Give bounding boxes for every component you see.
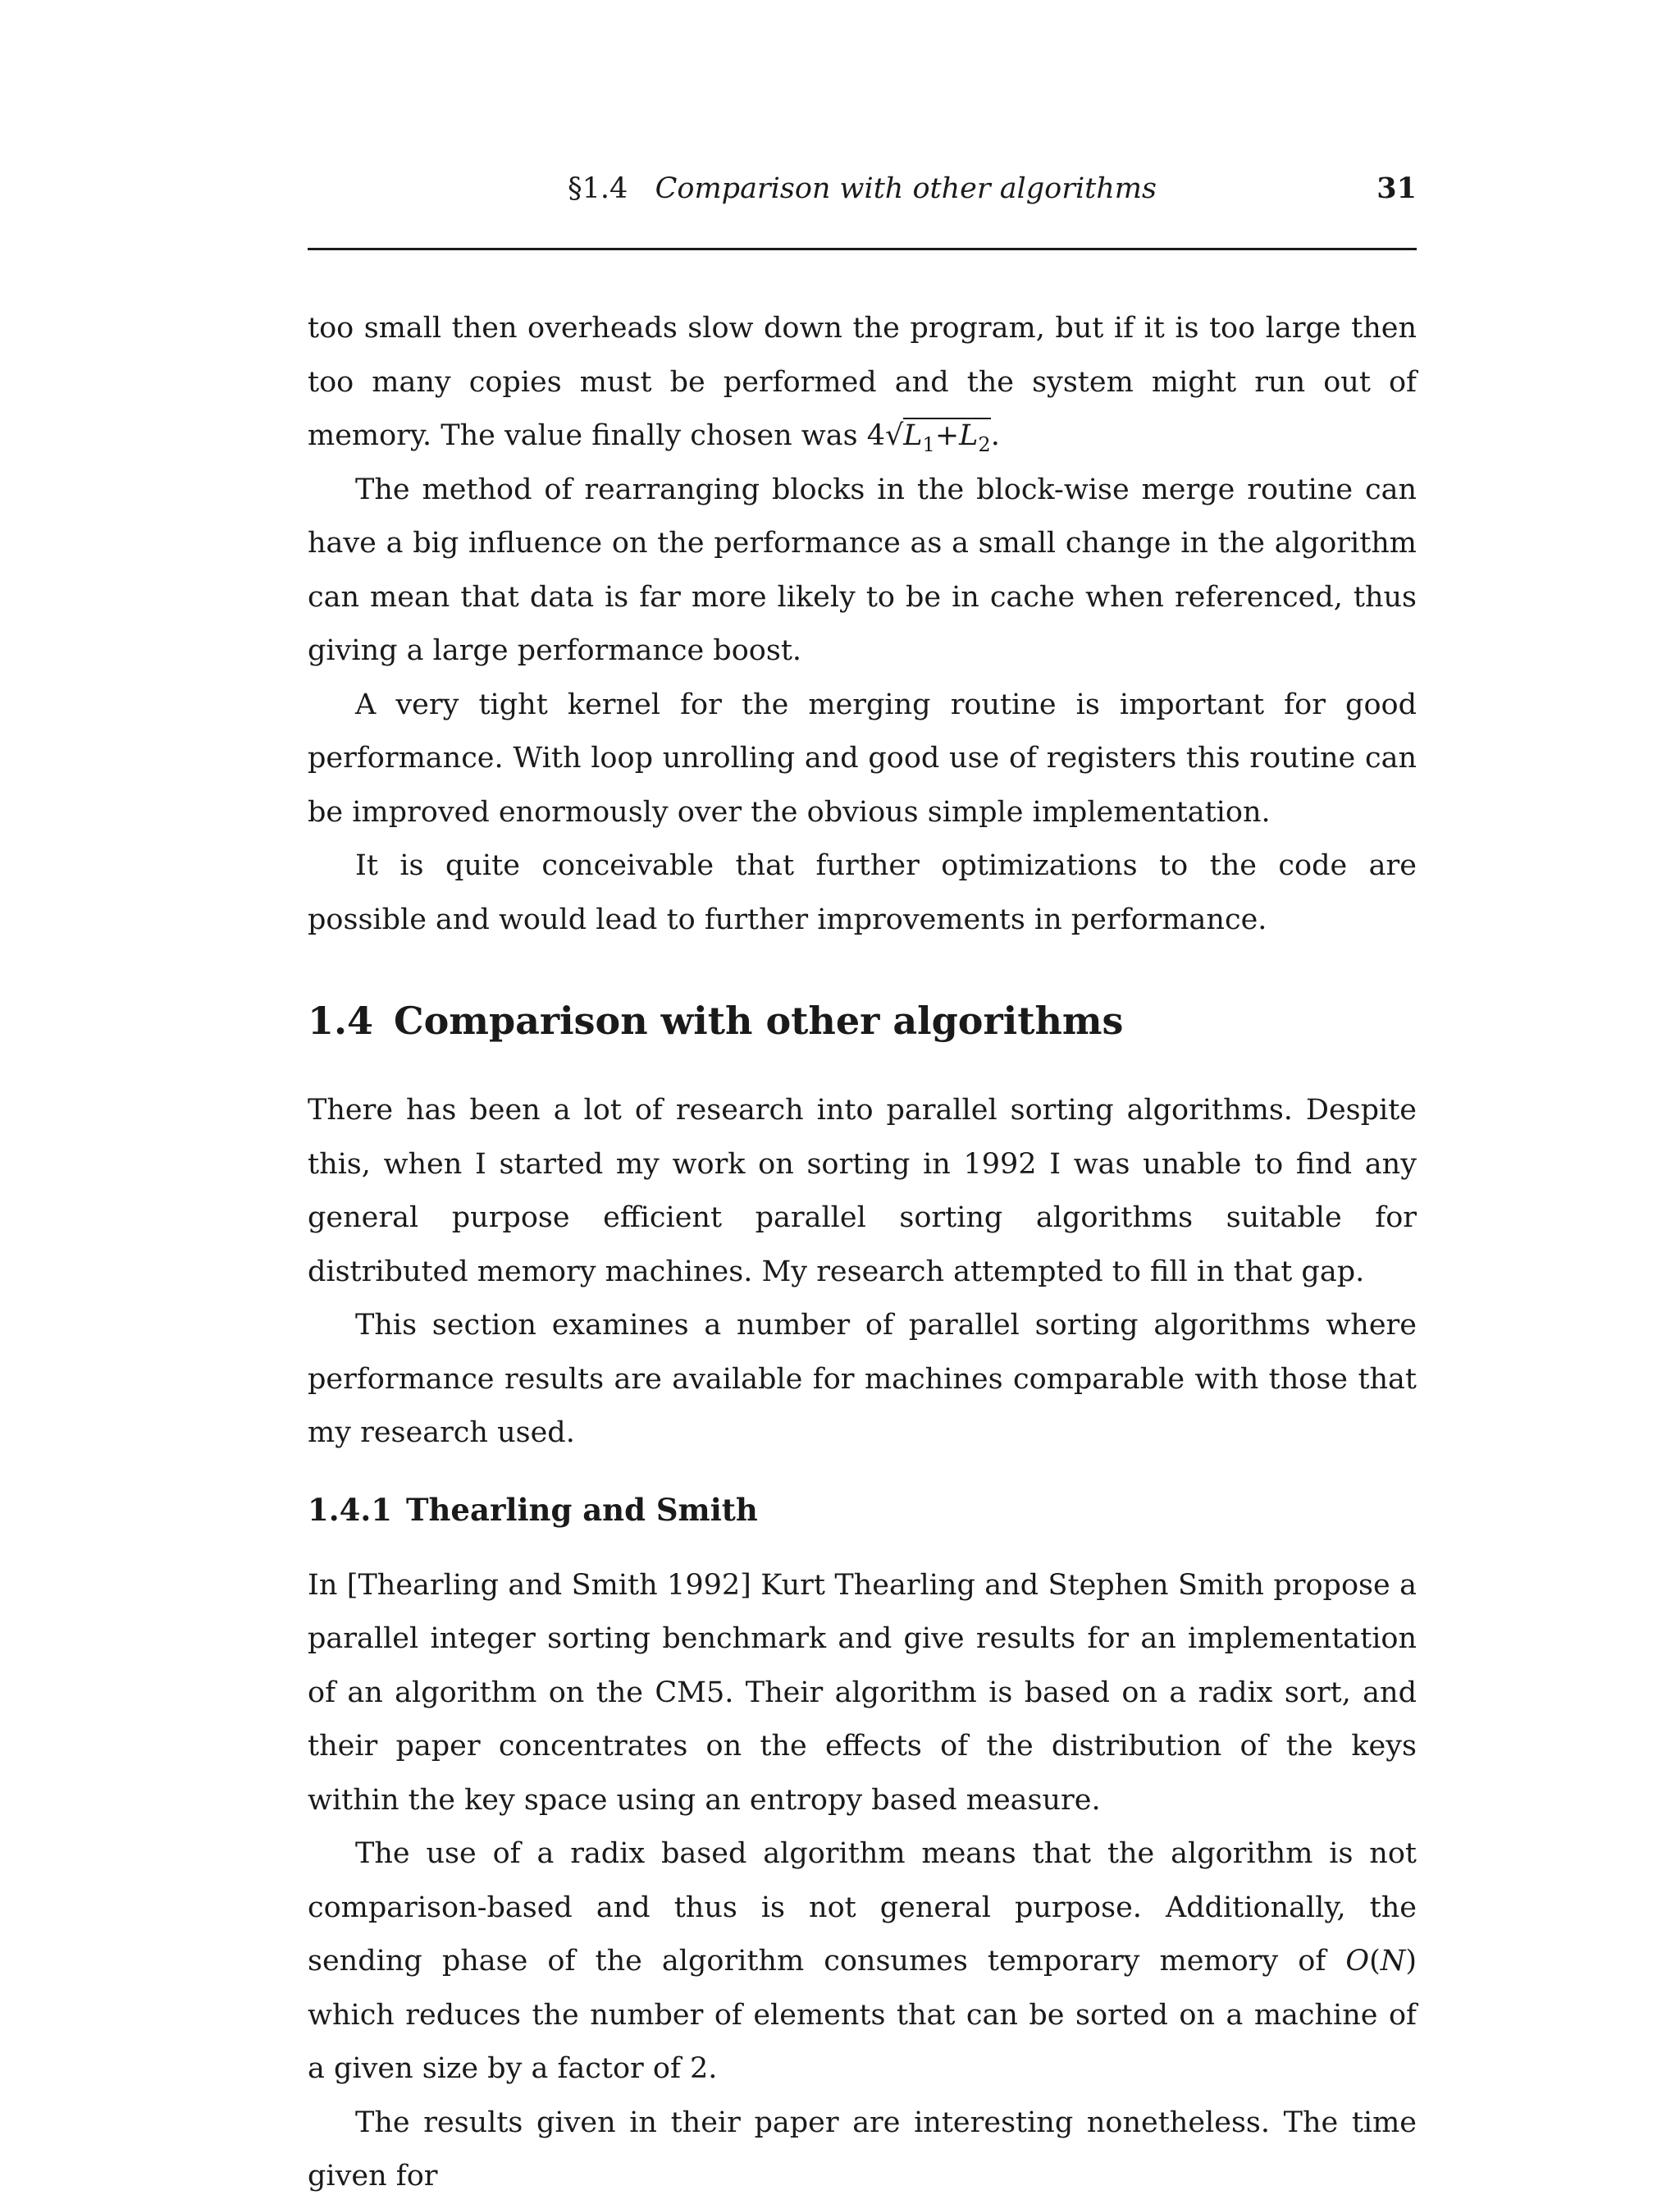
paragraph: This section examines a number of parallel sorting algorithms where performance results are available for machines comparable with those that my research used. bbox=[308, 1309, 1417, 1449]
paragraph: A very tight kernel for the merging routine is important for good performance. With loop unrolling and good use of registers this routine can be improved enormously over the obvious simple implementation. bbox=[308, 688, 1417, 829]
running-section-title: Comparison with other algorithms bbox=[655, 172, 1157, 205]
running-header-title bbox=[308, 168, 1417, 209]
running-header bbox=[308, 168, 1417, 209]
page-number: 31 bbox=[1376, 171, 1417, 205]
section-mark: §1.4 bbox=[568, 172, 628, 205]
paragraph: too small then overheads slow down the program, but if it is too large then too many copies must be performed and the system might run out of memory. The value finally chosen was $4√L_1+L_2$. bbox=[308, 302, 1417, 464]
section-heading bbox=[308, 996, 1417, 1045]
paragraph: The method of rearranging blocks in the block-wise merge routine can have a big influence on the performance as a small change in the algorithm can mean that data is far more likely to be in cache when referenced, thus giving a large performance boost. bbox=[308, 473, 1417, 667]
sqrt-icon: √ bbox=[884, 419, 904, 452]
paragraph: The results given in their paper are interesting nonetheless. The time given for bbox=[308, 2106, 1417, 2193]
subsection-title: Thearling and Smith bbox=[406, 1491, 758, 1528]
paragraph: In [Thearling and Smith 1992] Kurt Thearling and Stephen Smith propose a parallel integer sorting benchmark and give results for an implementation of an algorithm on the CM5. Their algorithm is based on a radix sort, and their paper concentrates on the effects of the distribution of the keys within the key space using an entropy based measure. bbox=[308, 1568, 1417, 1817]
sqrt-radicand: $L_1+L_2$ bbox=[903, 418, 990, 460]
paragraph: The use of a radix based algorithm means that the algorithm is not comparison-based and thus is not general purpose. Additionally, the sending phase of the algorithm consumes temporary memory of O(N) which reduces the number of elements that can be sorted on a machine of a given size by a factor of 2. bbox=[308, 1837, 1417, 2085]
section-title: Comparison with other algorithms bbox=[394, 999, 1124, 1043]
paragraph: It is quite conceivable that further optimizations to the code are possible and would lead to further improvements in performance. bbox=[308, 849, 1417, 936]
subsection-number: 1.4.1 bbox=[308, 1491, 392, 1528]
body-text bbox=[308, 302, 1417, 2204]
header-rule bbox=[308, 248, 1417, 250]
subsection-heading bbox=[308, 1485, 1417, 1534]
section-number: 1.4 bbox=[308, 999, 374, 1043]
paragraph: There has been a lot of research into parallel sorting algorithms. Despite this, when I started my work on sorting in 1992 I was unable to find any general purpose efficient parallel sorting algorithms suitable for distributed memory machines. My research attempted to fill in that gap. bbox=[308, 1094, 1417, 1288]
